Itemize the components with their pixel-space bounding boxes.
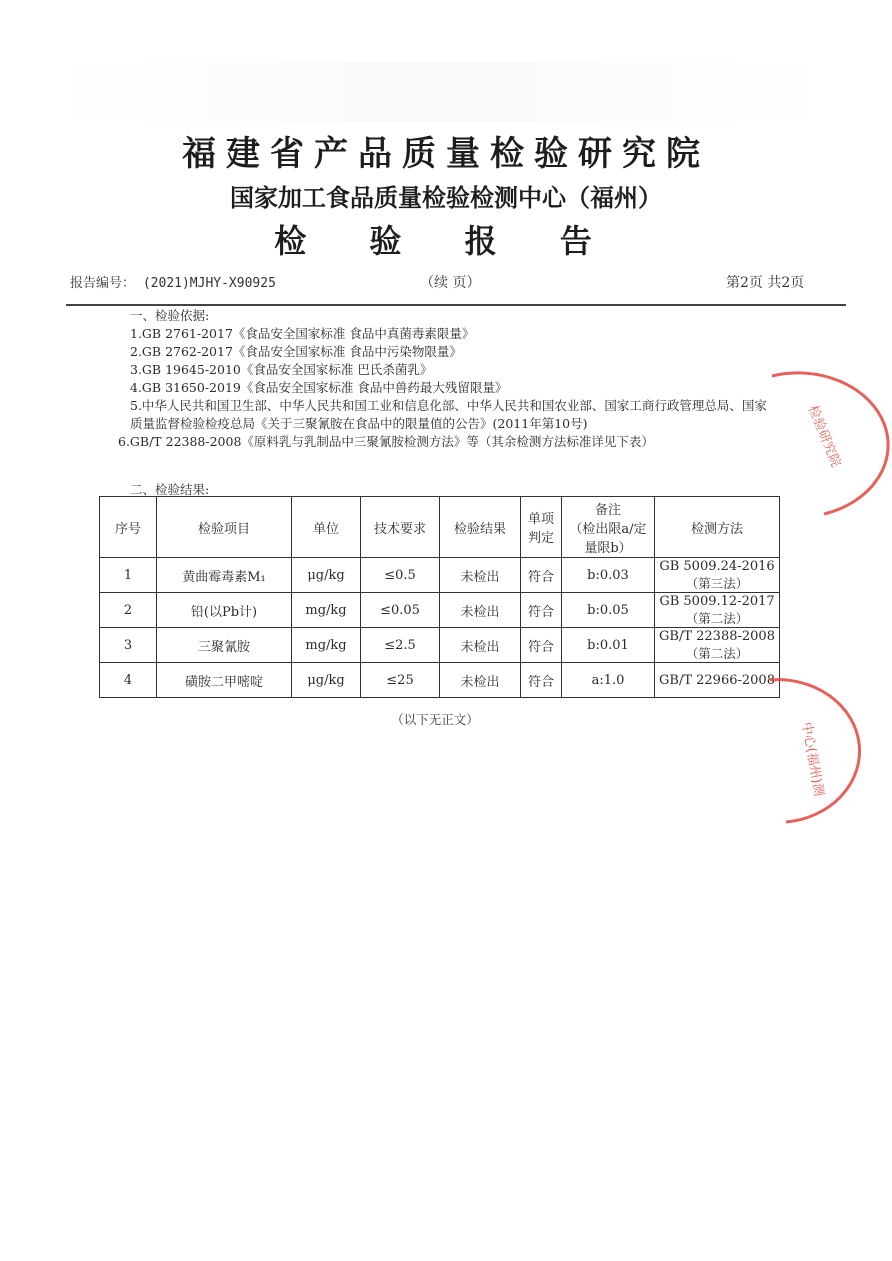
cell-judgement: 符合: [521, 558, 562, 593]
method-name: GB/T 22966-2008: [659, 672, 775, 688]
remark-subtitle: （检出限a/定量限b）: [569, 521, 647, 556]
cell-result: 未检出: [440, 558, 521, 593]
cell-requirement: ≤0.5: [361, 558, 440, 593]
cell-unit: μg/kg: [292, 663, 361, 698]
center-title: 国家加工食品质量检验检测中心（福州）: [230, 184, 662, 212]
cell-judgement: 符合: [521, 628, 562, 663]
col-header-remark: [562, 497, 655, 558]
cell-judgement: 符合: [521, 593, 562, 628]
col-header-unit: 单位: [292, 497, 361, 558]
col-header-requirement: 技术要求: [361, 497, 440, 558]
end-of-text-note: [0, 710, 790, 728]
cell-item: 三聚氰胺: [157, 628, 292, 663]
faint-watermark: [40, 62, 840, 122]
judgement-line-2: 判定: [527, 531, 554, 546]
basis-item: 3.GB 19645-2010《食品安全国家标准 巴氏杀菌乳》: [130, 362, 433, 377]
cell-remark: b:0.01: [562, 628, 655, 663]
cell-no: 1: [100, 558, 157, 593]
basis-item: 6.GB/T 22388-2008《原料乳与乳制品中三聚氰胺检测方法》等（其余检测方法标准详见下表）: [118, 434, 654, 449]
report-number-line: [70, 272, 276, 291]
method-name: GB 5009.24-2016: [659, 558, 775, 574]
basis-item: 2.GB 2762-2017《食品安全国家标准 食品中污染物限量》: [130, 344, 462, 359]
seal-text-bottom: 中心(福州)测: [798, 720, 827, 798]
table-row: [100, 558, 780, 593]
cell-unit: mg/kg: [292, 593, 361, 628]
col-header-method: 检测方法: [655, 497, 780, 558]
cell-no: 3: [100, 628, 157, 663]
cell-remark: a:1.0: [562, 663, 655, 698]
cell-method: [655, 558, 780, 593]
cell-result: 未检出: [440, 628, 521, 663]
cell-item: 铅(以Pb计): [157, 593, 292, 628]
cell-unit: mg/kg: [292, 628, 361, 663]
method-sub: （第二法）: [685, 645, 749, 661]
institute-title: 福建省产品质量检验研究院: [182, 134, 710, 174]
report-number-label: 报告编号：: [70, 276, 136, 291]
table-row: [100, 593, 780, 628]
table-row: [100, 628, 780, 663]
basis-item: 5.中华人民共和国卫生部、中华人民共和国工业和信息化部、中华人民共和国农业部、国家工商行政管理总局、国家质量监督检验检疫总局《关于三聚氰胺在食品中的限量值的公告》(2011年第10号): [130, 398, 767, 431]
method-name: GB/T 22388-2008: [659, 628, 775, 644]
inspection-basis: [118, 307, 770, 451]
cell-remark: b:0.03: [562, 558, 655, 593]
table-header-row: [100, 497, 780, 558]
cell-requirement: ≤25: [361, 663, 440, 698]
cell-requirement: ≤0.05: [361, 593, 440, 628]
cell-result: 未检出: [440, 663, 521, 698]
basis-item: 1.GB 2761-2017《食品安全国家标准 食品中真菌毒素限量》: [130, 326, 475, 341]
cell-no: 2: [100, 593, 157, 628]
remark-title: 备注: [594, 502, 621, 518]
cell-remark: b:0.05: [562, 593, 655, 628]
continued-label: （续 页）: [420, 275, 481, 291]
cell-method: [655, 593, 780, 628]
cell-unit: μg/kg: [292, 558, 361, 593]
cell-no: 4: [100, 663, 157, 698]
col-header-result: 检验结果: [440, 497, 521, 558]
cell-item: 磺胺二甲嘧啶: [157, 663, 292, 698]
method-name: GB 5009.12-2017: [659, 593, 775, 609]
method-sub: （第三法）: [685, 575, 749, 591]
cell-result: 未检出: [440, 593, 521, 628]
header-divider: [66, 304, 846, 306]
results-table: [99, 496, 780, 698]
basis-heading: 一、检验依据:: [130, 308, 210, 323]
end-of-text-label: （以下无正文）: [391, 712, 479, 727]
col-header-item: 检验项目: [157, 497, 292, 558]
seal-text-top: 检验研究院: [804, 403, 844, 470]
page-indicator: 第2页 共2页: [726, 275, 805, 291]
report-type-title: 检 验 报 告: [274, 222, 618, 260]
cell-item: 黄曲霉毒素M₁: [157, 558, 292, 593]
table-row: [100, 663, 780, 698]
report-number: (2021)MJHY-X90925: [142, 276, 276, 291]
inspection-seal-icon: [756, 676, 826, 826]
cell-judgement: 符合: [521, 663, 562, 698]
official-seal-icon: [766, 370, 844, 520]
col-header-judgement: [521, 497, 562, 558]
judgement-line-1: 单项: [527, 512, 554, 527]
col-header-no: 序号: [100, 497, 157, 558]
cell-method: [655, 628, 780, 663]
basis-item: 4.GB 31650-2019《食品安全国家标准 食品中兽药最大残留限量》: [130, 380, 508, 395]
method-sub: （第二法）: [685, 610, 749, 626]
results-heading: 二、检验结果:: [130, 482, 210, 497]
cell-requirement: ≤2.5: [361, 628, 440, 663]
